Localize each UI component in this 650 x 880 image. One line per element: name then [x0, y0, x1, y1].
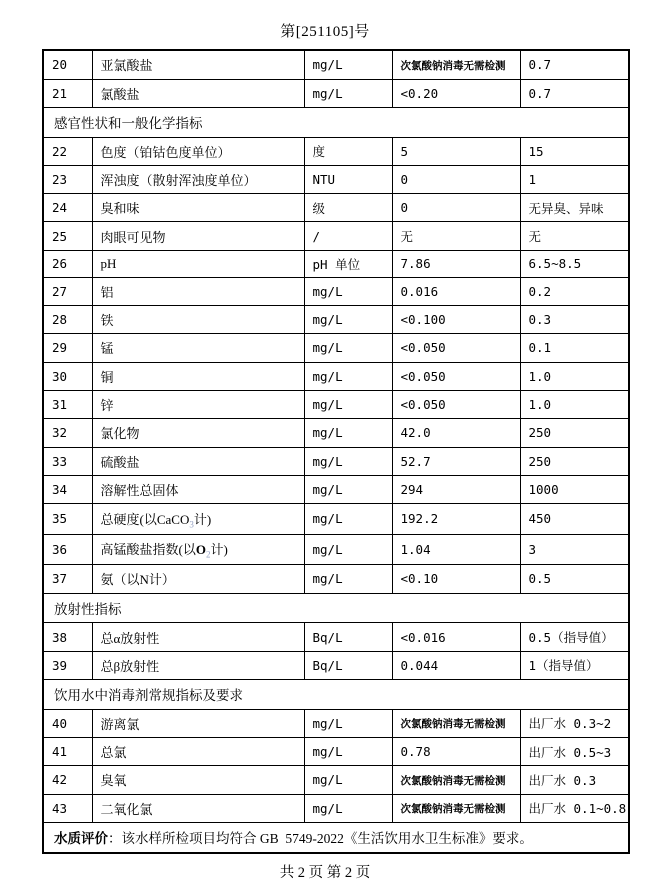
section-header: 放射性指标 [43, 593, 629, 623]
cell-unit: NTU [304, 165, 392, 193]
cell-parameter [92, 766, 304, 794]
cell-no: 27 [43, 277, 92, 305]
cell-unit: mg/L [304, 794, 392, 822]
cell-no: 31 [43, 390, 92, 418]
cell-no: 43 [43, 794, 92, 822]
cell-unit: Bq/L [304, 651, 392, 679]
cell-limit: 无 [520, 222, 629, 250]
cell-limit: 450 [520, 504, 629, 535]
cell-value: 1.04 [392, 534, 520, 565]
cell-limit: 0.5（指导值） [520, 623, 629, 651]
cell-parameter [92, 137, 304, 165]
cell-parameter [92, 534, 304, 565]
section-header: 感官性状和一般化学指标 [43, 107, 629, 137]
parameter-name-part: 氨（以N计） [100, 572, 175, 588]
cell-no: 21 [43, 79, 92, 107]
cell-limit: 250 [520, 419, 629, 447]
cell-value: 294 [392, 475, 520, 503]
table-row [43, 79, 629, 107]
section-row [43, 107, 629, 137]
cell-no: 29 [43, 334, 92, 362]
cell-parameter [92, 79, 304, 107]
cell-no: 26 [43, 250, 92, 277]
table-row [43, 565, 629, 593]
cell-limit: 出厂水 0.3~2 [520, 709, 629, 737]
cell-value: 0.016 [392, 277, 520, 305]
cell-parameter [92, 565, 304, 593]
cell-no: 35 [43, 504, 92, 535]
cell-parameter [92, 50, 304, 79]
table-row [43, 623, 629, 651]
cell-value: 0 [392, 165, 520, 193]
section-row [43, 679, 629, 709]
cell-unit: mg/L [304, 534, 392, 565]
cell-no: 22 [43, 137, 92, 165]
cell-value: 52.7 [392, 447, 520, 475]
cell-value: 0.044 [392, 651, 520, 679]
cell-parameter [92, 738, 304, 766]
water-quality-table [42, 49, 630, 854]
cell-value: 0 [392, 194, 520, 222]
cell-no: 32 [43, 419, 92, 447]
cell-parameter [92, 277, 304, 305]
cell-limit: 出厂水 0.5~3 [520, 738, 629, 766]
cell-limit: 0.3 [520, 306, 629, 334]
cell-unit: / [304, 222, 392, 250]
disinfection-note: 次氯酸钠消毒无需检测 [400, 59, 506, 72]
parameter-name-part: O [195, 542, 206, 558]
cell-unit: mg/L [304, 334, 392, 362]
parameter-name-part: 溶解性总固体 [100, 483, 179, 499]
parameter-name-part: 二氧化氯 [100, 801, 153, 817]
disinfection-note: 次氯酸钠消毒无需检测 [400, 803, 506, 816]
cell-no: 20 [43, 50, 92, 79]
cell-parameter [92, 222, 304, 250]
cell-limit: 无异臭、异味 [520, 194, 629, 222]
cell-parameter [92, 362, 304, 390]
parameter-name-part: 计) [210, 542, 228, 558]
cell-value: <0.050 [392, 362, 520, 390]
parameter-name-part: 铁 [100, 313, 114, 329]
cell-limit: 6.5~8.5 [520, 250, 629, 277]
parameter-name-part: 3 [189, 519, 194, 530]
cell-value [392, 794, 520, 822]
cell-value: 0.78 [392, 738, 520, 766]
cell-no: 23 [43, 165, 92, 193]
parameter-name-part: pH [100, 255, 117, 271]
parameter-name-part: 总β放射性 [100, 658, 160, 674]
cell-value: 192.2 [392, 504, 520, 535]
cell-value: 5 [392, 137, 520, 165]
cell-parameter [92, 250, 304, 277]
cell-limit: 出厂水 0.3 [520, 766, 629, 794]
cell-no: 39 [43, 651, 92, 679]
cell-value: <0.10 [392, 565, 520, 593]
cell-no: 41 [43, 738, 92, 766]
cell-unit: mg/L [304, 475, 392, 503]
parameter-name-part: 锰 [100, 341, 114, 357]
parameter-name-part: 计) [193, 511, 212, 527]
cell-value: <0.20 [392, 79, 520, 107]
cell-limit: 0.1 [520, 334, 629, 362]
cell-limit: 1 [520, 165, 629, 193]
table-row [43, 738, 629, 766]
cell-unit: mg/L [304, 50, 392, 79]
parameter-name-part: 臭氧 [100, 773, 127, 789]
cell-unit: mg/L [304, 565, 392, 593]
table-row [43, 222, 629, 250]
table-row [43, 794, 629, 822]
cell-unit: mg/L [304, 766, 392, 794]
cell-unit: mg/L [304, 306, 392, 334]
cell-unit: pH 单位 [304, 250, 392, 277]
cell-value: 无 [392, 222, 520, 250]
section-header: 饮用水中消毒剂常规指标及要求 [43, 679, 629, 709]
cell-parameter [92, 794, 304, 822]
parameter-name-part: 色度（铂钴色度单位） [100, 144, 231, 160]
parameter-name-part: 总α放射性 [100, 630, 160, 646]
table-row [43, 165, 629, 193]
table-row [43, 334, 629, 362]
cell-limit: 出厂水 0.1~0.8 [520, 794, 629, 822]
cell-no: 28 [43, 306, 92, 334]
cell-parameter [92, 390, 304, 418]
evaluation-text: ：该水样所检项目均符合 GB 5749-2022《生活饮用水卫生标准》要求。 [108, 831, 533, 847]
cell-value: 7.86 [392, 250, 520, 277]
cell-no: 25 [43, 222, 92, 250]
table-row [43, 362, 629, 390]
cell-value: <0.016 [392, 623, 520, 651]
cell-value [392, 766, 520, 794]
table-row [43, 250, 629, 277]
report-number: 第[251105]号 [280, 24, 370, 40]
cell-unit: mg/L [304, 709, 392, 737]
evaluation-cell [43, 822, 629, 853]
cell-limit: 250 [520, 447, 629, 475]
cell-limit: 3 [520, 534, 629, 565]
cell-no: 33 [43, 447, 92, 475]
cell-unit: Bq/L [304, 623, 392, 651]
cell-parameter [92, 447, 304, 475]
cell-parameter [92, 419, 304, 447]
page-footer: 共 2 页 第 2 页 [279, 865, 371, 880]
parameter-name-part: 2 [205, 549, 211, 560]
parameter-name-part: 总硬度(以CaCO [100, 511, 190, 527]
cell-unit: 级 [304, 194, 392, 222]
cell-limit: 1000 [520, 475, 629, 503]
parameter-name-part: 总氯 [100, 745, 127, 761]
cell-no: 30 [43, 362, 92, 390]
cell-no: 38 [43, 623, 92, 651]
cell-value [392, 709, 520, 737]
cell-unit: mg/L [304, 362, 392, 390]
cell-limit: 0.2 [520, 277, 629, 305]
cell-parameter [92, 623, 304, 651]
parameter-name-part: 铝 [100, 284, 114, 300]
table-row [43, 651, 629, 679]
parameter-name-part: 肉眼可见物 [100, 229, 166, 245]
cell-no: 37 [43, 565, 92, 593]
parameter-name-part: 臭和味 [100, 201, 140, 217]
evaluation-label: 水质评价 [54, 831, 108, 847]
cell-unit: mg/L [304, 738, 392, 766]
cell-value: <0.100 [392, 306, 520, 334]
table-row [43, 194, 629, 222]
cell-unit: 度 [304, 137, 392, 165]
parameter-name-part: 氯化物 [100, 426, 140, 442]
section-row [43, 593, 629, 623]
parameter-name-part: 硫酸盐 [100, 454, 140, 470]
cell-unit: mg/L [304, 447, 392, 475]
cell-no: 24 [43, 194, 92, 222]
cell-limit: 0.7 [520, 79, 629, 107]
cell-unit: mg/L [304, 390, 392, 418]
cell-limit: 0.7 [520, 50, 629, 79]
cell-unit: mg/L [304, 504, 392, 535]
table-row [43, 766, 629, 794]
table-row [43, 390, 629, 418]
table-row [43, 137, 629, 165]
disinfection-note: 次氯酸钠消毒无需检测 [400, 774, 506, 787]
parameter-name-part: 高锰酸盐指数(以 [100, 542, 196, 558]
cell-limit: 1.0 [520, 390, 629, 418]
cell-unit: mg/L [304, 419, 392, 447]
parameter-name-part: 亚氯酸盐 [100, 58, 153, 74]
cell-parameter [92, 651, 304, 679]
evaluation-row [43, 822, 629, 853]
table-row [43, 277, 629, 305]
table-row [43, 504, 629, 535]
cell-limit: 0.5 [520, 565, 629, 593]
cell-no: 34 [43, 475, 92, 503]
table-row [43, 709, 629, 737]
cell-value: <0.050 [392, 334, 520, 362]
table-row [43, 50, 629, 79]
cell-no: 42 [43, 766, 92, 794]
cell-no: 36 [43, 534, 92, 565]
cell-parameter [92, 194, 304, 222]
cell-unit: mg/L [304, 277, 392, 305]
table-row [43, 447, 629, 475]
cell-parameter [92, 504, 304, 535]
cell-unit: mg/L [304, 79, 392, 107]
cell-limit: 1（指导值） [520, 651, 629, 679]
cell-parameter [92, 306, 304, 334]
parameter-name-part: 氯酸盐 [100, 86, 140, 102]
cell-value: <0.050 [392, 390, 520, 418]
cell-parameter [92, 475, 304, 503]
table-row [43, 475, 629, 503]
parameter-name-part: 铜 [100, 369, 114, 385]
cell-parameter [92, 165, 304, 193]
cell-parameter [92, 709, 304, 737]
table-row [43, 419, 629, 447]
cell-value [392, 50, 520, 79]
table-row [43, 534, 629, 565]
parameter-name-part: 游离氯 [100, 716, 140, 732]
disinfection-note: 次氯酸钠消毒无需检测 [400, 718, 506, 731]
cell-limit: 15 [520, 137, 629, 165]
parameter-name-part: 浑浊度（散射浑浊度单位） [100, 173, 257, 189]
parameter-name-part: 锌 [100, 398, 114, 414]
cell-parameter [92, 334, 304, 362]
cell-value: 42.0 [392, 419, 520, 447]
cell-limit: 1.0 [520, 362, 629, 390]
cell-no: 40 [43, 709, 92, 737]
table-row [43, 306, 629, 334]
